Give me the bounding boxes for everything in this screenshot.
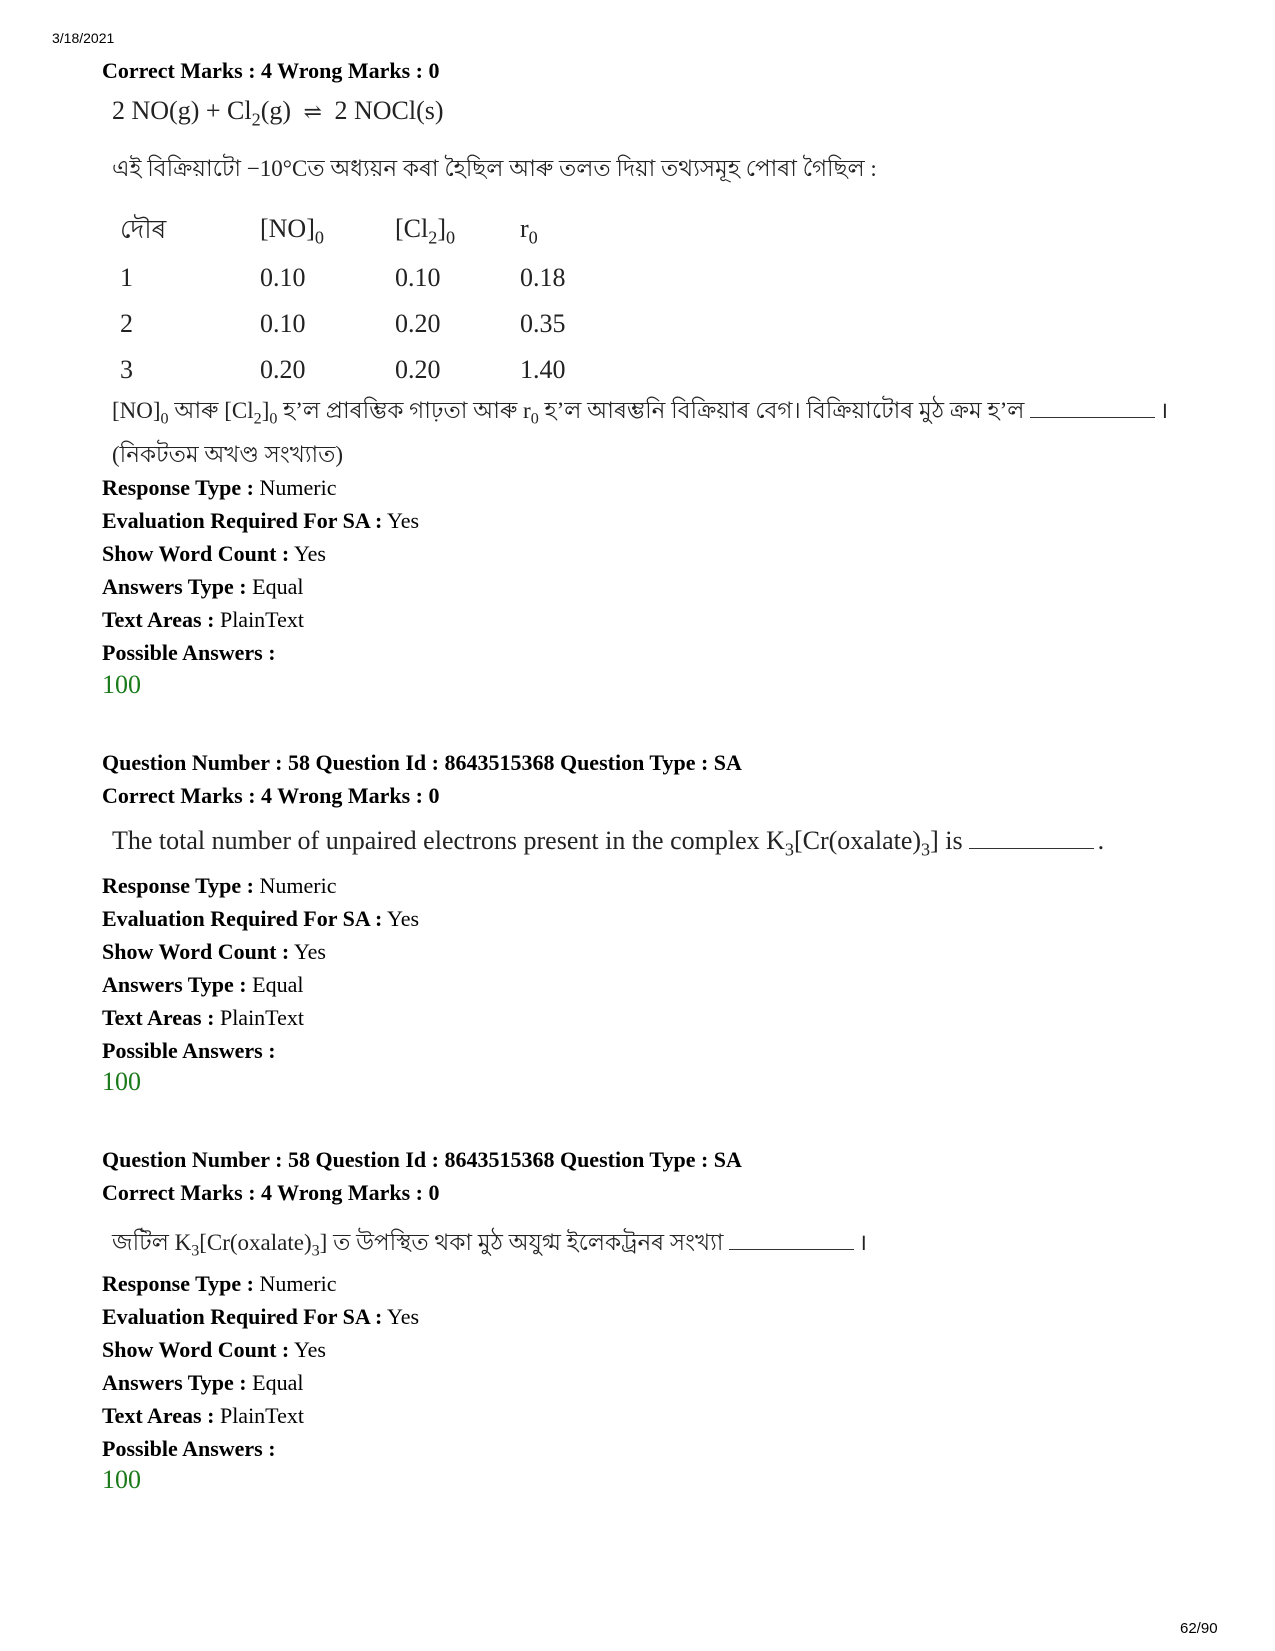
equilibrium-arrow-icon: ⇌ [303,99,322,124]
q3-text-areas: Text Areas : PlainText [102,1403,304,1428]
q3-answers-type: Answers Type : Equal [102,1370,304,1395]
q2-show-word-count: Show Word Count : Yes [102,939,326,964]
table-row: 1 0.10 0.10 0.18 [120,263,566,292]
q3-question: জটিল $K_3[Cr(oxalate)_3]$ ত উপস্থিত থকা মুঠ অযুগ্ম ইলেকট্ৰনৰ সংখ্যা । [112,1230,868,1260]
col-rate: $r_0$ [520,213,538,248]
q2-title: Question Number : 58 Question Id : 8643515368 Question Type : SA [102,750,742,775]
q2-response-type: Response Type : Numeric [102,873,337,898]
q1-equation: 2 $NO(g) + Cl_2(g)$ ⇌ 2 NOCl(s) [112,96,444,130]
q1-possible-answers: Possible Answers : [102,640,276,665]
equation-right: 2 NOCl(s) [334,96,444,125]
q1-answer: 100 [102,670,141,699]
q3-response-type: Response Type : Numeric [102,1271,337,1296]
q1-marks-line: Correct Marks : 4 Wrong Marks : 0 [102,58,440,83]
table-row: 3 0.20 0.20 1.40 [120,355,566,384]
q1-evaluation-required: Evaluation Required For SA : Yes [102,508,420,533]
q3-marks-line: Correct Marks : 4 Wrong Marks : 0 [102,1180,440,1205]
q1-note: (নিকটতম অখণ্ড সংখ্যাত) [112,442,344,467]
q3-title: Question Number : 58 Question Id : 8643515368 Question Type : SA [102,1147,742,1172]
col-cl: $[Cl_2]_0$ [395,213,456,248]
q3-evaluation-required: Evaluation Required For SA : Yes [102,1304,420,1329]
answer-blank [729,1248,854,1250]
temperature: −10°C [246,156,308,181]
q1-response-type: Response Type : Numeric [102,475,337,500]
q1-intro: এই বিক্ৰিয়াটো −10°Cত অধ্যয়ন কৰা হৈছিল আৰু তলত দিয়া তথ্যসমূহ পোৰা গৈছিল : [112,156,877,181]
q3-possible-answers: Possible Answers : [102,1436,276,1461]
q2-possible-answers: Possible Answers : [102,1038,276,1063]
page-number: 62/90 [1180,1620,1218,1637]
answer-blank [1030,416,1155,418]
q1-answers-type: Answers Type : Equal [102,574,304,599]
q2-question: The total number of unpaired electrons present in the complex $K_3[Cr(oxalate)_3]$ is . [112,826,1105,860]
q2-answer: 100 [102,1067,141,1096]
q1-text-areas: Text Areas : PlainText [102,607,304,632]
col-run: দৌৰ [120,215,167,244]
table-header-row [112,207,600,255]
q3-show-word-count: Show Word Count : Yes [102,1337,326,1362]
equation-left: 2 NO(g) + Cl [112,96,252,125]
q2-answers-type: Answers Type : Equal [102,972,304,997]
q2-evaluation-required: Evaluation Required For SA : Yes [102,906,420,931]
q1-question-line: $[NO]_0$ আৰু $[Cl_2]_0$ হ’ল প্ৰাৰম্ভিক গাঢ়তা আৰু $r_0$ হ’ল আৰম্ভনি বিক্ৰিয়াৰ বেগ। বিক্ৰিয়াটোৰ মুঠ ক্ৰম হ’ল । [112,398,1169,428]
q1-show-word-count: Show Word Count : Yes [102,541,326,566]
rate-data-table [112,207,600,393]
q3-answer: 100 [102,1465,141,1494]
table-row: 2 0.10 0.20 0.35 [120,309,566,338]
q2-marks-line: Correct Marks : 4 Wrong Marks : 0 [102,783,440,808]
q2-text-areas: Text Areas : PlainText [102,1005,304,1030]
col-no: $[NO]_0$ [260,213,324,248]
print-date: 3/18/2021 [52,30,115,46]
answer-blank [969,847,1094,849]
